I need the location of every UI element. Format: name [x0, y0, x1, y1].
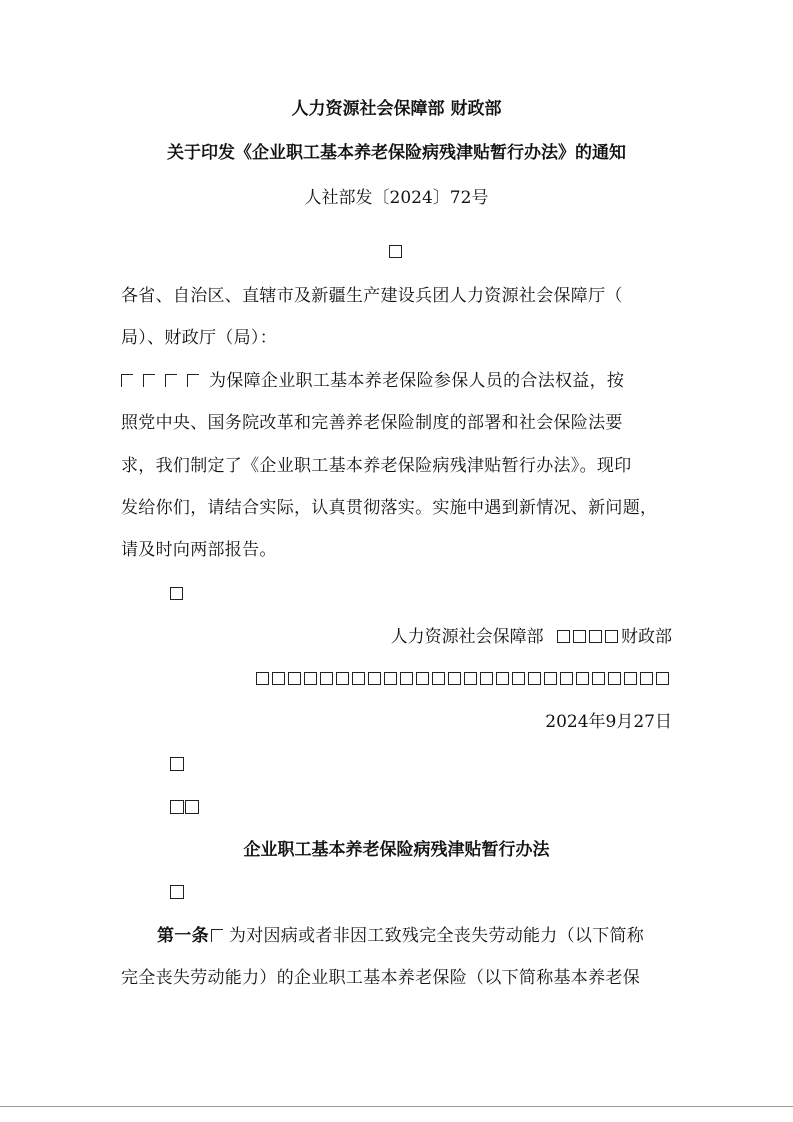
- article-1-label: 第一条: [157, 926, 209, 946]
- empty-box-glyph: [389, 245, 402, 258]
- indent-mark-1: [121, 374, 133, 387]
- empty-box-glyph: [170, 587, 183, 600]
- signature-org-1: 人力资源社会保障部: [390, 627, 544, 647]
- indent-mark-2: [143, 374, 155, 387]
- notice-paragraph-line-3: 求，我们制定了《企业职工基本养老保险病残津贴暂行办法》。现印: [121, 456, 632, 476]
- page-bottom-rule: [0, 1106, 793, 1107]
- addressee-line-1: 各省、自治区、直辖市及新疆生产建设兵团人力资源社会保障厅（: [121, 286, 623, 306]
- indent-mark-3: [165, 374, 177, 387]
- notice-title: 关于印发《企业职工基本养老保险病残津贴暂行办法》的通知: [167, 143, 626, 163]
- article-1-line-1: [157, 924, 677, 948]
- indent-mark-4: [187, 374, 199, 387]
- article-1-text: 为对因病或者非因工致残完全丧失劳动能力（以下简称: [228, 926, 645, 946]
- document-number: 人社部发〔2024〕72号: [304, 188, 489, 208]
- addressee-line-2: 局）、财政厅（局）：: [121, 328, 277, 348]
- notice-paragraph-line-4: 发给你们，请结合实际，认真贯彻落实。实施中遇到新情况、新问题，: [121, 498, 658, 518]
- signature-organizations: [391, 625, 672, 649]
- signature-org-2: 财政部: [621, 627, 672, 647]
- notice-paragraph-line-2: 照党中央、国务院改革和完善养老保险制度的部署和社会保险法要: [121, 413, 623, 433]
- placeholder-box-3: [170, 753, 187, 777]
- signature-date: 2024年9月27日: [545, 712, 672, 732]
- signature-gap-boxes: [557, 627, 621, 647]
- placeholder-box-4: [170, 881, 187, 905]
- annex-title: 企业职工基本养老保险病残津贴暂行办法: [243, 840, 550, 860]
- notice-paragraph-line-1: [121, 369, 677, 393]
- notice-paragraph-line-5: 请及时向两部报告。: [121, 540, 277, 560]
- empty-box-glyph: [185, 800, 199, 814]
- paragraph-text: 为保障企业职工基本养老保险参保人员的合法权益，按: [209, 371, 625, 391]
- indent-mark: [211, 929, 223, 942]
- article-1-line-2: 完全丧失劳动能力）的企业职工基本养老保险（以下简称基本养老保: [121, 968, 640, 988]
- placeholder-box-1: [0, 240, 793, 264]
- signature-box-row: [256, 667, 672, 691]
- empty-box-glyph: [170, 885, 184, 899]
- issuer-heading: 人力资源社会保障部 财政部: [291, 99, 502, 119]
- placeholder-box-2: [170, 582, 186, 606]
- empty-box-glyph: [170, 757, 184, 771]
- empty-box-glyph: [170, 800, 184, 814]
- placeholder-box-pair: [170, 796, 202, 820]
